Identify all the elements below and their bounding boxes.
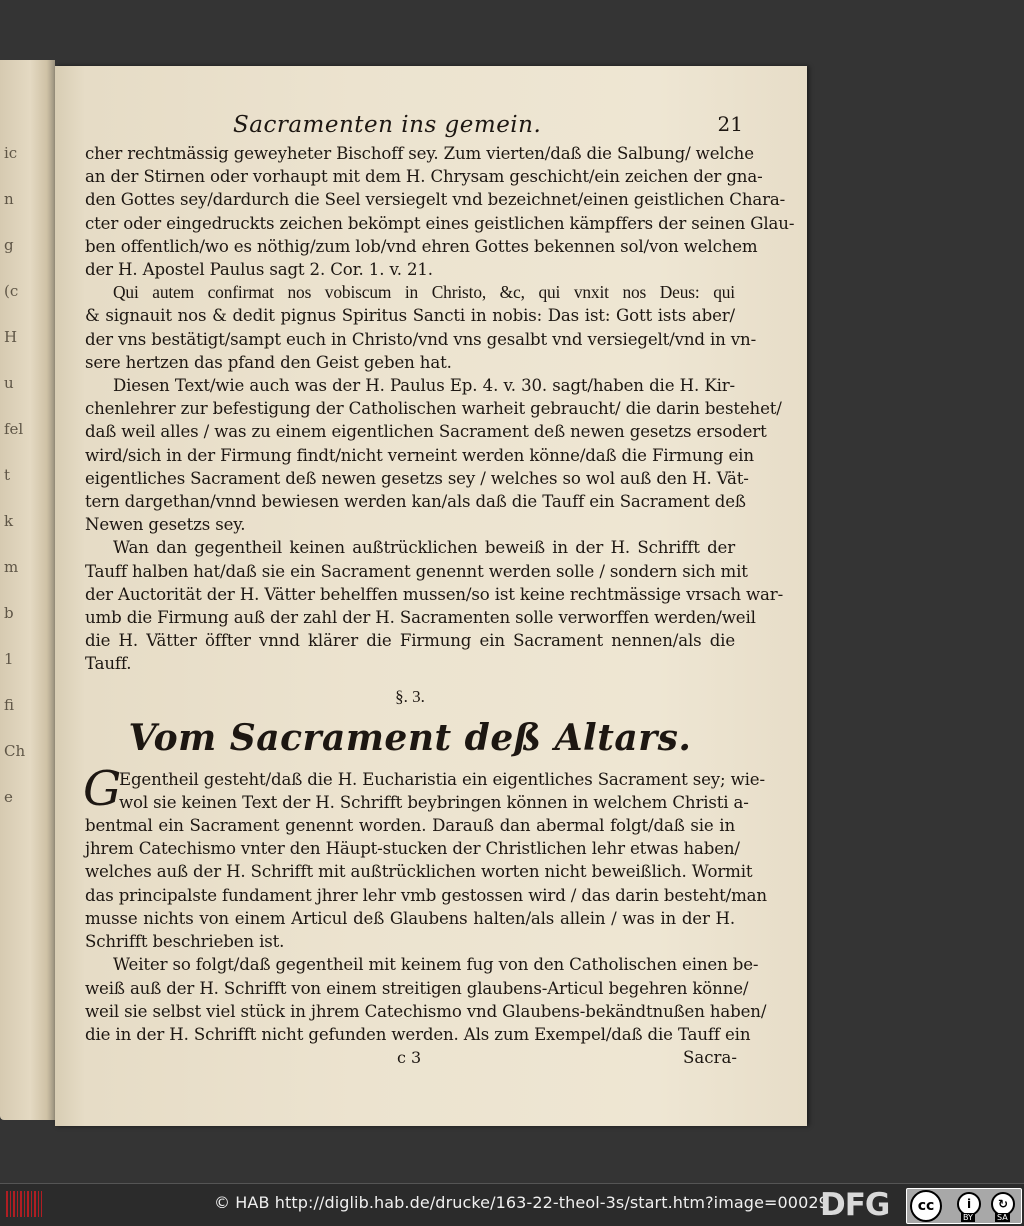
paragraph-3	[85, 536, 784, 675]
paragraph-1	[85, 142, 795, 281]
text-line: chenlehrer zur befestigung der Catholischen warheit gebraucht/ die darin bestehet/	[85, 399, 782, 419]
text-line: Schrifft beschrieben ist.	[85, 932, 285, 952]
text-line: bentmal ein Sacrament genennt worden. Darauß dan abermal folgt/daß sie in	[85, 816, 735, 836]
left-page-text-fragment: e	[4, 788, 13, 806]
left-adjacent-page	[0, 60, 55, 1120]
catchword: Sacra-	[683, 1048, 737, 1068]
text-line: das principalste fundament jhrer lehr vmb gestossen wird / das darin besteht/man	[85, 885, 767, 905]
left-page-text-fragment: b	[4, 604, 14, 622]
text-line: ben offentlich/wo es nöthig/zum lob/vnd ehren Gottes bekennen sol/von welchem	[85, 236, 758, 256]
left-page-text-fragment: g	[4, 236, 14, 254]
text-line: an der Stirnen oder vorhaupt mit dem H. Chrysam geschicht/ein zeichen der gna-	[85, 167, 763, 187]
left-page-text-fragment: ic	[4, 144, 18, 162]
page-number: 21	[717, 112, 743, 136]
text-line: Diesen Text/wie auch was der H. Paulus Ep. 4. v. 30. sagt/haben die H. Kir-	[113, 376, 735, 396]
text-line: welches auß der H. Schrifft mit außtrücklichen worten nicht beweißlich. Wormit	[85, 862, 753, 882]
attribution-icon: i	[957, 1192, 981, 1216]
left-page-text-fragment: Ch	[4, 742, 26, 760]
left-page-text-fragment: n	[4, 190, 14, 208]
text-line: jhrem Catechismo vnter den Häupt-stucken der Christlichen lehr etwas haben/	[85, 839, 740, 859]
text-line: tern dargethan/vnnd bewiesen werden kan/als daß die Tauff ein Sacrament deß	[85, 492, 746, 512]
book-page	[55, 66, 807, 1126]
text-line: der Auctorität der H. Vätter behelffen mussen/so ist keine rechtmässige vrsach war-	[85, 584, 784, 604]
text-line: Weiter so folgt/daß gegentheil mit keinem fug von den Catholischen einen be-	[113, 955, 759, 975]
text-line: sere hertzen das pfand den Geist geben hat.	[85, 352, 452, 372]
text-line: die H. Vätter öffter vnnd klärer die Firmung ein Sacrament nennen/als die	[85, 631, 735, 651]
left-page-text-fragment: t	[4, 466, 11, 484]
text-line: musse nichts von einem Articul deß Glaubens halten/als allein / was in der H.	[85, 908, 735, 928]
left-page-text-fragment: k	[4, 512, 14, 530]
text-line: umb die Firmung auß der zahl der H. Sacramenten solle verworffen werden/weil	[85, 608, 756, 628]
page-header	[85, 112, 743, 142]
text-line: den Gottes sey/dardurch die Seel versiegelt vnd bezeichnet/einen geistlichen Chara-	[85, 190, 786, 210]
paragraph-2	[85, 374, 782, 536]
left-page-text-fragment: fel	[4, 420, 24, 438]
left-page-text-fragment: m	[4, 558, 19, 576]
text-line: weil sie selbst viel stück in jhrem Catechismo vnd Glaubens-bekändtnußen haben/	[85, 1001, 767, 1021]
text-line: Newen gesetzs sey.	[85, 515, 246, 535]
text-line: Tauff halben hat/daß sie ein Sacrament genennt werden solle / sondern sich mit	[85, 561, 748, 581]
left-page-text-fragment: (c	[4, 282, 19, 300]
text-line: die in der H. Schrifft nicht gefunden werden. Als zum Exempel/daß die Tauff ein	[85, 1024, 751, 1044]
paragraph-5	[85, 953, 767, 1046]
cc-license-badge[interactable]	[906, 1188, 1022, 1224]
text-line: Tauff.	[85, 654, 132, 674]
viewer-footer-bar	[0, 1183, 1024, 1226]
text-line: eigentliches Sacrament deß newen gesetzs sey / welches so wol auß den H. Vät-	[85, 468, 749, 488]
dfg-logo[interactable]: DFG	[820, 1187, 890, 1223]
text-line: cher rechtmässig geweyheter Bischoff sey. Zum vierten/daß die Salbung/ welche	[85, 144, 754, 163]
text-line: daß weil alles / was zu einem eigentlichen Sacrament deß newen gesetzs ersodert	[85, 422, 767, 442]
left-page-text-fragment: fi	[4, 696, 15, 714]
text-line: Egentheil gesteht/daß die H. Eucharistia ein eigentliches Sacrament sey; wie-	[119, 769, 765, 789]
text-line: wol sie keinen Text der H. Schrifft beybringen können in welchem Christi a-	[119, 792, 749, 812]
sa-label: SA	[997, 1213, 1008, 1222]
library-barcode-icon	[6, 1191, 42, 1217]
text-line: weiß auß der H. Schrifft von einem streitigen glaubens-Articul begehren könne/	[85, 978, 749, 998]
share-alike-icon: ↻	[991, 1192, 1015, 1216]
paragraph-4	[83, 760, 767, 954]
text-line: wird/sich in der Firmung findt/nicht verneint werden könne/daß die Firmung ein	[85, 445, 754, 465]
text-line: der H. Apostel Paulus sagt 2. Cor. 1. v. 21.	[85, 260, 433, 280]
latin-quote-paragraph	[85, 281, 757, 374]
text-line: & signauit nos & dedit pignus Spiritus Sancti in nobis: Das ist: Gott ists aber/	[85, 306, 735, 326]
text-line: der vns bestätigt/sampt euch in Christo/vnd vns gesalbt vnd versiegelt/vnd in vn-	[85, 329, 757, 349]
section-title: Vom Sacrament deß Altars.	[128, 716, 692, 759]
by-label: BY	[963, 1213, 973, 1222]
left-page-text-fragment: H	[4, 328, 18, 346]
signature-mark: c 3	[397, 1048, 422, 1068]
source-credit-link[interactable]: © HAB http://diglib.hab.de/drucke/163-22-theol-3s/start.htm?image=00029	[214, 1193, 829, 1212]
text-line: cter oder eingedruckts zeichen bekömpt eines geistlichen kämpffers der seinen Glau-	[85, 213, 795, 233]
text-line: Wan dan gegentheil keinen außtrücklichen beweiß in der H. Schrifft der	[113, 538, 735, 558]
page-text-block	[83, 112, 795, 1074]
left-page-text-fragment: u	[4, 374, 14, 392]
text-line: Qui autem confirmat nos vobiscum in Christo, &c, qui vnxit nos Deus: qui	[113, 282, 735, 303]
creative-commons-icon: cc	[910, 1190, 942, 1222]
drop-capital: G	[83, 760, 122, 817]
left-page-text-fragment: 1	[4, 650, 14, 668]
running-head: Sacramenten ins gemein.	[233, 112, 542, 138]
page-footer	[85, 1048, 735, 1074]
section-number: §. 3.	[395, 686, 425, 706]
